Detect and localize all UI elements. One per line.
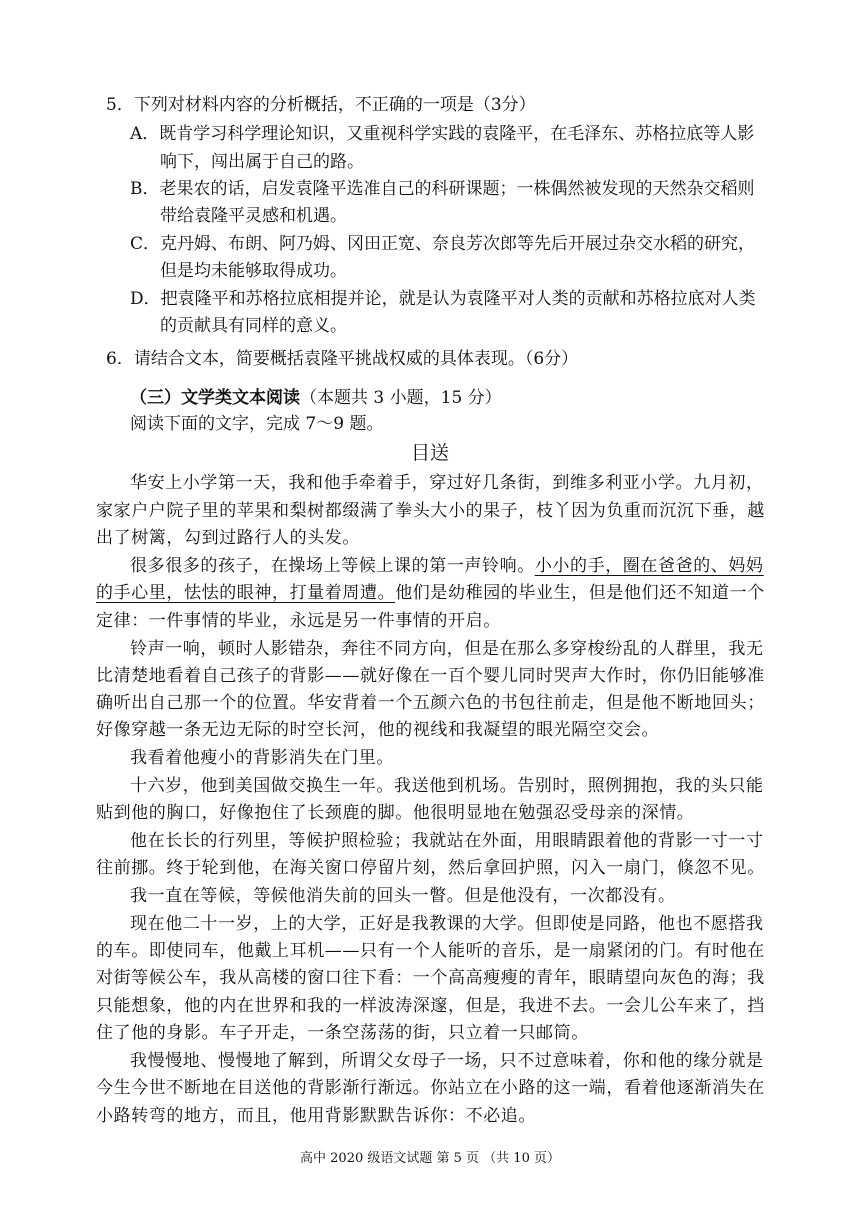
page-footer: 高中 2020 级语文试题 第 5 页 （共 10 页）	[300, 1151, 560, 1166]
article-line: 华安上小学第一天，我和他手牵着手，穿过好几条街，到维多利亚小学。九月初，	[130, 473, 764, 493]
article-text: 他们是幼稚园的毕业生，但是他们还不知道一个	[395, 583, 765, 603]
section3-header	[130, 387, 502, 409]
q5-option-d-line2: 的贡献具有同样的意义。	[160, 316, 347, 336]
article-text: 很多很多的孩子，在操场上等候上课的第一声铃响。	[130, 556, 535, 576]
article-line: 今生今世不断地在目送他的背影渐行渐远。你站立在小路的这一端，看着他逐渐消失在	[96, 1078, 765, 1098]
article-line-with-underline	[96, 582, 765, 604]
article-line: 定律：一件事情的毕业，永远是另一件事情的开启。	[96, 611, 501, 631]
article-line-with-underline	[130, 555, 764, 577]
article-line: 比清楚地看着自己孩子的背影——就好像在一百个婴儿同时哭声大作时，你仍旧能够准	[96, 666, 765, 686]
article-line: 往前挪。终于轮到他，在海关窗口停留片刻，然后拿回护照，闪入一扇门，倏忽不见。	[96, 858, 765, 878]
article-line: 现在他二十一岁，上的大学，正好是我教课的大学。但即使是同路，他也不愿搭我	[130, 914, 764, 934]
article-line: 住了他的身影。车子开走，一条空荡荡的街，只立着一只邮筒。	[96, 1023, 589, 1043]
q5-option-b-line2: 带给袁隆平灵感和机遇。	[160, 206, 347, 226]
q5-option-c-line1: C．克丹姆、布朗、阿乃姆、冈田正宽、奈良芳次郎等先后开展过杂交水稻的研究，	[130, 234, 756, 254]
underlined-text: 小小的手，圈在爸爸的、妈妈	[534, 556, 764, 576]
article-line: 出了树篱，勾到过路行人的头发。	[96, 528, 360, 548]
article-line: 确听出自己那一个的位置。华安背着一个五颜六色的书包往前走，但是他不断地回头；	[96, 693, 765, 713]
underlined-text: 的手心里，怯怯的眼神，打量着周遭。	[96, 583, 396, 603]
q5-option-b-line1: B．老果农的话，启发袁隆平选准自己的科研课题；一株偶然被发现的天然杂交稻则	[130, 179, 755, 199]
article-line: 他在长长的行列里，等候护照检验；我就站在外面，用眼睛跟着他的背影一寸一寸	[130, 831, 764, 851]
q5-option-d-line1: D．把袁隆平和苏格拉底相提并论，就是认为袁隆平对人类的贡献和苏格拉底对人类	[130, 289, 756, 309]
article-line: 小路转弯的地方，而且，他用背影默默告诉你：不必追。	[96, 1106, 536, 1126]
article-line: 我一直在等候，等候他消失前的回头一瞥。但是他没有，一次都没有。	[130, 886, 676, 906]
article-line: 的车。即使同车，他戴上耳机——只有一个人能听的音乐，是一扇紧闭的门。有时他在	[96, 941, 765, 961]
q5-option-c-line2: 但是均未能够取得成功。	[160, 261, 347, 281]
article-line: 家家户户院子里的苹果和梨树都缀满了拳头大小的果子，枝丫因为负重而沉沉下垂，越	[96, 501, 765, 521]
q5-option-a-line1: A．既肯学习科学理论知识，又重视科学实践的袁隆平，在毛泽东、苏格拉底等人影	[130, 124, 755, 144]
q6-stem: 6．请结合文本，简要概括袁隆平挑战权威的具体表现。（6分）	[106, 349, 579, 369]
section3-meta: （本题共 3 小题，15 分）	[300, 388, 502, 408]
article-title: 目送	[410, 442, 449, 464]
article-line: 我看着他瘦小的背影消失在门里。	[130, 748, 394, 768]
q5-stem: 5．下列对材料内容的分析概括，不正确的一项是（3分）	[106, 95, 536, 115]
article-line: 贴到他的胸口，好像抱住了长颈鹿的脚。他很明显地在勉强忍受母亲的深情。	[96, 803, 695, 823]
section3-label: （三）文学类文本阅读	[130, 388, 300, 408]
article-line: 我慢慢地、慢慢地了解到，所谓父女母子一场，只不过意味着，你和他的缘分就是	[130, 1051, 764, 1071]
article-line: 十六岁，他到美国做交换生一年。我送他到机场。告别时，照例拥抱，我的头只能	[130, 776, 764, 796]
section3-instruction: 阅读下面的文字，完成 7～9 题。	[130, 414, 384, 434]
article-line: 好像穿越一条无边无际的时空长河，他的视线和我凝望的眼光隔空交会。	[96, 720, 660, 740]
article-line: 只能想象，他的内在世界和我的一样波涛深邃，但是，我进不去。一会儿公车来了，挡	[96, 996, 765, 1016]
q5-option-a-line2: 响下，闯出属于自己的路。	[160, 152, 364, 172]
article-line: 对街等候公车，我从高楼的窗口往下看：一个高高瘦瘦的青年，眼睛望向灰色的海；我	[96, 968, 765, 988]
article-line: 铃声一响，顿时人影错杂，奔往不同方向，但是在那么多穿梭纷乱的人群里，我无	[130, 639, 764, 659]
